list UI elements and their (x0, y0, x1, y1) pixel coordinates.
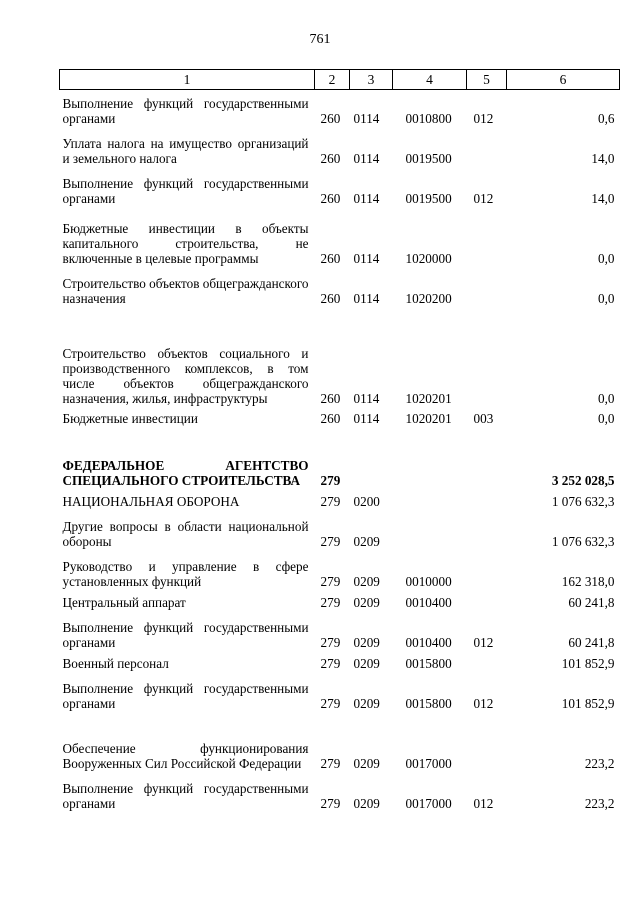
row-name-cell: Бюджетные инвестиции в объекты капитального строительства, не включенные в целевые программы (62, 220, 309, 266)
table-row (60, 513, 620, 553)
row-amount-cell: 101 852,9 (561, 655, 615, 671)
row-section-cell: 0114 (353, 110, 380, 126)
row-target-cell: 1020201 (405, 390, 452, 406)
row-target-cell: 0019500 (405, 150, 452, 166)
header-row (60, 70, 620, 90)
row-chapter-cell: 279 (320, 795, 341, 811)
row-expense-type-cell (467, 553, 507, 593)
row-amount-cell: 14,0 (591, 190, 615, 206)
row-expense-type-cell (467, 715, 507, 775)
row-name-cell: Строительство объектов социального и производственного комплексов, в том числе объектов общегражданского назначения, жилья, инфраструктуры (62, 345, 309, 406)
row-target-cell: 0010000 (405, 573, 452, 589)
header-col-1: 1 (60, 70, 315, 90)
row-expense-type-cell: 003 (473, 410, 494, 426)
row-section-cell: 0114 (353, 150, 380, 166)
row-section-cell: 0209 (353, 795, 380, 811)
table-row (60, 675, 620, 715)
row-amount-cell: 223,2 (584, 795, 615, 811)
row-chapter-cell: 260 (320, 290, 341, 306)
table-row (60, 614, 620, 654)
row-name-cell: Военный персонал (62, 655, 169, 671)
row-amount-cell: 0,0 (598, 290, 615, 306)
row-amount-cell: 60 241,8 (568, 594, 615, 610)
row-section-cell (350, 430, 393, 492)
row-amount-cell: 0,6 (598, 110, 615, 126)
table-row (60, 775, 620, 815)
row-amount-cell: 162 318,0 (561, 573, 615, 589)
row-section-cell: 0114 (353, 250, 380, 266)
row-expense-type-cell: 012 (473, 110, 494, 126)
row-name-cell: Руководство и управление в сфере установленных функций (62, 558, 309, 589)
row-name-cell: Уплата налога на имущество организаций и земельного налога (62, 135, 309, 166)
row-expense-type-cell (467, 593, 507, 614)
row-target-cell: 1020000 (405, 250, 452, 266)
row-expense-type-cell (467, 430, 507, 492)
table-row (60, 654, 620, 675)
row-chapter-cell: 279 (320, 695, 341, 711)
row-expense-type-cell (467, 310, 507, 410)
row-amount-cell: 14,0 (591, 150, 615, 166)
header-col-2: 2 (315, 70, 350, 90)
row-amount-cell: 0,0 (598, 410, 615, 426)
row-name-cell: Выполнение функций государственными органами (62, 95, 309, 126)
budget-table (59, 69, 620, 815)
row-section-cell: 0209 (353, 695, 380, 711)
row-target-cell (393, 492, 467, 513)
row-chapter-cell: 260 (320, 190, 341, 206)
row-target-cell (393, 513, 467, 553)
row-chapter-cell: 279 (320, 573, 341, 589)
row-name-cell: Бюджетные инвестиции (62, 410, 198, 426)
row-section-cell: 0114 (353, 290, 380, 306)
row-section-cell: 0209 (353, 634, 380, 650)
table-header (60, 70, 620, 90)
row-expense-type-cell (467, 513, 507, 553)
row-amount-cell: 1 076 632,3 (551, 533, 615, 549)
row-expense-type-cell (467, 130, 507, 170)
row-target-cell: 0017000 (405, 795, 452, 811)
header-col-4: 4 (393, 70, 467, 90)
row-section-cell: 0209 (353, 755, 380, 771)
table-row (60, 430, 620, 492)
table-row (60, 270, 620, 310)
page-number: 761 (309, 32, 331, 47)
row-target-cell: 1020201 (405, 410, 452, 426)
row-target-cell: 0010800 (405, 110, 452, 126)
row-section-cell: 0114 (353, 190, 380, 206)
table-row (60, 715, 620, 775)
row-chapter-cell: 279 (320, 655, 341, 671)
row-amount-cell: 1 076 632,3 (551, 493, 615, 509)
row-section-cell: 0209 (353, 655, 380, 671)
row-section-cell: 0209 (353, 594, 380, 610)
row-chapter-cell: 260 (320, 250, 341, 266)
row-chapter-cell: 260 (320, 390, 341, 406)
row-name-cell: НАЦИОНАЛЬНАЯ ОБОРОНА (62, 493, 240, 509)
row-target-cell: 0010400 (405, 634, 452, 650)
row-amount-cell: 0,0 (598, 250, 615, 266)
row-target-cell (393, 430, 467, 492)
row-expense-type-cell: 012 (473, 634, 494, 650)
table-body (60, 90, 620, 815)
row-name-cell: Строительство объектов общегражданского назначения (62, 275, 309, 306)
row-expense-type-cell: 012 (473, 795, 494, 811)
row-chapter-cell: 279 (320, 755, 341, 771)
table-row (60, 310, 620, 410)
row-amount-cell: 101 852,9 (561, 695, 615, 711)
row-expense-type-cell (467, 270, 507, 310)
row-name-cell: Выполнение функций государственными органами (62, 680, 309, 711)
row-name-cell: Другие вопросы в области национальной обороны (62, 518, 309, 549)
row-name-cell: Обеспечение функционирования Вооруженных Сил Российской Федерации (62, 740, 309, 771)
row-target-cell: 0015800 (405, 695, 452, 711)
table-row (60, 90, 620, 130)
header-col-5: 5 (467, 70, 507, 90)
row-target-cell: 0010400 (405, 594, 452, 610)
row-name-cell: Выполнение функций государственными органами (62, 780, 309, 811)
table-row (60, 492, 620, 513)
table-row (60, 130, 620, 170)
table-row (60, 553, 620, 593)
row-chapter-cell: 260 (320, 410, 341, 426)
row-name-cell: Выполнение функций государственными органами (62, 619, 309, 650)
row-chapter-cell: 279 (320, 493, 341, 509)
header-col-6: 6 (507, 70, 620, 90)
row-chapter-cell: 279 (320, 472, 341, 488)
row-name-cell: ФЕДЕРАЛЬНОЕ АГЕНТСТВО СПЕЦИАЛЬНОГО СТРОИТЕЛЬСТВА (62, 457, 309, 488)
row-target-cell: 0017000 (405, 755, 452, 771)
table-row (60, 170, 620, 210)
row-section-cell: 0114 (353, 390, 380, 406)
row-section-cell: 0209 (353, 573, 380, 589)
row-chapter-cell: 260 (320, 150, 341, 166)
row-section-cell: 0114 (353, 410, 380, 426)
row-chapter-cell: 279 (320, 594, 341, 610)
row-expense-type-cell: 012 (473, 190, 494, 206)
row-name-cell: Выполнение функций государственными органами (62, 175, 309, 206)
row-chapter-cell: 279 (320, 634, 341, 650)
row-target-cell: 0015800 (405, 655, 452, 671)
row-amount-cell: 0,0 (598, 390, 615, 406)
row-target-cell: 1020200 (405, 290, 452, 306)
row-section-cell: 0209 (353, 533, 380, 549)
row-amount-cell: 3 252 028,5 (551, 472, 615, 488)
table-row (60, 593, 620, 614)
row-expense-type-cell (467, 210, 507, 270)
table-row (60, 210, 620, 270)
header-col-3: 3 (350, 70, 393, 90)
row-amount-cell: 223,2 (584, 755, 615, 771)
row-name-cell: Центральный аппарат (62, 594, 186, 610)
row-chapter-cell: 279 (320, 533, 341, 549)
row-expense-type-cell (467, 492, 507, 513)
row-expense-type-cell: 012 (473, 695, 494, 711)
row-expense-type-cell (467, 654, 507, 675)
row-section-cell: 0200 (353, 493, 380, 509)
table-row (60, 410, 620, 430)
row-target-cell: 0019500 (405, 190, 452, 206)
row-amount-cell: 60 241,8 (568, 634, 615, 650)
row-chapter-cell: 260 (320, 110, 341, 126)
